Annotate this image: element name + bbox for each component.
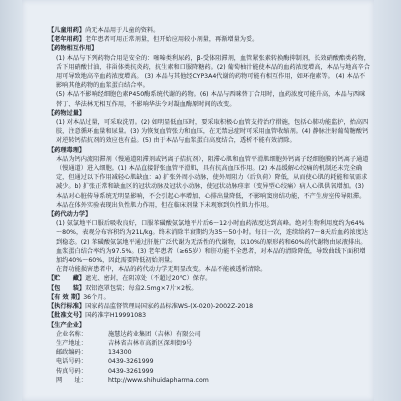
section-label: 【批准文号】: [48, 312, 86, 320]
row-key: 电话号码：: [56, 358, 87, 366]
row-value: 吉林省吉林市高新区深圳街9号: [108, 339, 193, 347]
row-value: 134300: [108, 349, 132, 357]
row-key: 邮政编码：: [56, 349, 87, 357]
section-label: 【药理毒理】: [48, 146, 86, 154]
section-children: [48, 26, 370, 35]
section-package: [48, 284, 370, 293]
manufacturer-row: [56, 339, 370, 348]
section-text: 尚无本品用于儿童的资料。: [85, 27, 160, 34]
manufacturer-row: [56, 367, 370, 376]
section-text: 遮光、密封，在阴凉处（不超过20℃）保存。: [85, 275, 212, 283]
manufacturer-row: [56, 348, 370, 357]
section-text: 国药准字H19991083: [85, 312, 147, 320]
section-approval: [48, 311, 370, 320]
section-label: 【有 效 期】: [48, 293, 84, 301]
row-key: 传真号码：: [56, 367, 87, 375]
manufacturer-info: [48, 330, 370, 385]
manufacturer-row: [56, 376, 370, 385]
section-label: 【老年用药】: [48, 36, 86, 44]
section-text: 双铝泡罩包装；每盒2.5mg×7片×2板。: [85, 284, 198, 292]
section-paragraph: (1) 氨氯地平口服后吸收良好，口服苯磺酸氨氯地平片后6～12小时血药浓度达到高峰。绝对生物利用度约为64%～80%，表观分布容积约为21L/kg。终末消除半衰期约为35～50小时。每日一次，连续给药7～8天后血药浓度达到稳态。(2) 苯磺酸氨氯地平通过肝脏广泛代谢为无活性的代谢物，以10%的原形药和60%的代谢物由尿液排出。血浆蛋白结合率约为97.5%。(3) 老年患者（≥65岁）和肝功能不全患者，对本品的清除降低，导致曲线下面积增加约40%～60%，因此需要降低初始剂量。: [56, 220, 368, 265]
section-label: 【执行标准】: [48, 303, 86, 311]
section-label: 【药物相互作用】: [48, 45, 98, 53]
section-validity: [48, 293, 370, 302]
section-overdose-heading: [48, 109, 370, 118]
section-label: 【药代动力学】: [48, 211, 92, 219]
section-storage: [48, 274, 370, 283]
page-shadow-left: [0, 0, 22, 401]
row-value: 0439-3261999: [108, 358, 154, 366]
section-paragraph: 在肾功能损害患者中，本品的药代动力学无明显改变。本品不能被透析清除。: [56, 266, 267, 274]
row-value: 0439-3261999: [108, 367, 154, 375]
section-paragraph: 本品为钙内流阻滞剂（慢通道阻滞剂或钙离子拮抗剂），阻滞心肌和血管平滑肌细胞外钙离子经细胞膜的钙离子通道（慢通道）进入细胞。(1) 本品直接舒张血管平滑肌，具有抗高血压作用。(2) 本品缓解心绞痛的机制还未完全确定，但通过以下作用减轻心肌缺血：a) 扩张外周小动脉，使外周阻力（后负荷）降低，从而使心肌的耗能和氧需求减少。b) 扩张正常和缺血区的冠状动脉及冠状小动脉，使冠状动脉痉挛（变异型心绞痛）病人心肌供氧增加。(3) 本品对心脏传导系统无明显影响，不会引起心率增加、心排出量降低，不影响窦房结功能，不产生房室传导阻滞。: [56, 155, 369, 200]
row-value: 施慧达药业集团（吉林）有限公司: [108, 330, 201, 338]
manufacturer-row: [56, 330, 370, 339]
row-key: 企业名称：: [56, 330, 87, 338]
row-key: 生产地址：: [56, 339, 87, 347]
section-text: 36个月。: [83, 293, 110, 301]
section-elderly: [48, 35, 370, 44]
row-key: 网 址：: [56, 376, 87, 384]
section-label: 【儿童用药】: [48, 27, 86, 34]
row-value: http://www.shihuidapharma.com: [108, 376, 209, 384]
section-paragraph: (5) 本品不影响经细胞色素P450酶系统代谢的药物。(6) 本品与西咪替丁合用时，血药浓度可能升高，本品与西咪替丁、华法林无相互作用，不影响华法令对凝血酶原时间的改变。: [56, 91, 366, 108]
leaflet-sheet: [22, 0, 374, 401]
section-text: 老年患者可用正常剂量，但开始应用较小剂量，再渐增量为妥。: [85, 36, 259, 44]
section-paragraph: (1) 本品与下列药物合用是安全的：噻嗪类利尿药，β-受体阻滞剂，血管紧张素转换酶抑制剂，长效硝酸酯类药物，舌下用硝酸甘油，非甾体类抗炎药，抗生素和口服降糖药。(2) 葡萄柚汁能使本品的血药浓度增高，本品与地高辛合用可导致地高辛血药浓度增高。 (3) 本品与其他经CYP3A4代谢的药物可能有相互作用，如环孢素等。 (4) 本品不影响其他药物的血浆蛋白结合率。: [56, 54, 370, 90]
section-standard: [48, 302, 370, 311]
section-label: 【贮 藏】: [48, 275, 86, 283]
section-label: 【生产企业】: [48, 321, 86, 329]
section-label: 【药物过量】: [48, 109, 86, 117]
leaflet-content: [48, 26, 370, 385]
section-pharmacokinetics-heading: [48, 210, 370, 219]
section-text: 国家药品监督管理局国家药品标准WS-(X-020)-2002Z-2018: [85, 303, 254, 311]
section-paragraph: 本品在体外实验表现出负性肌力作用，但在临床剂量下未观察到负性肌力作用。: [56, 201, 273, 209]
section-interaction-heading: [48, 44, 370, 53]
manufacturer-row: [56, 357, 370, 366]
page-shadow-right: [374, 0, 401, 401]
section-pharmacology-heading: [48, 146, 370, 155]
section-label: 【包 装】: [48, 284, 86, 292]
section-paragraph: (1) 对本品过量，可采取洗胃。(2) 如明显低血压时，要采取积极心血管支持治疗措施，包括心肺功能监护，抬高四肢，注意循环血量和尿量。(3) 为恢复血管张力和血压，在无禁忌症时可采用血管收缩剂。(4) 静脉注射葡萄糖酸钙对逆转钙拮抗剂的效应也有益。(5) 由于本品与血浆蛋白高度结合，透析不能有效清除。: [56, 119, 369, 145]
section-manufacturer-heading: [48, 321, 370, 330]
